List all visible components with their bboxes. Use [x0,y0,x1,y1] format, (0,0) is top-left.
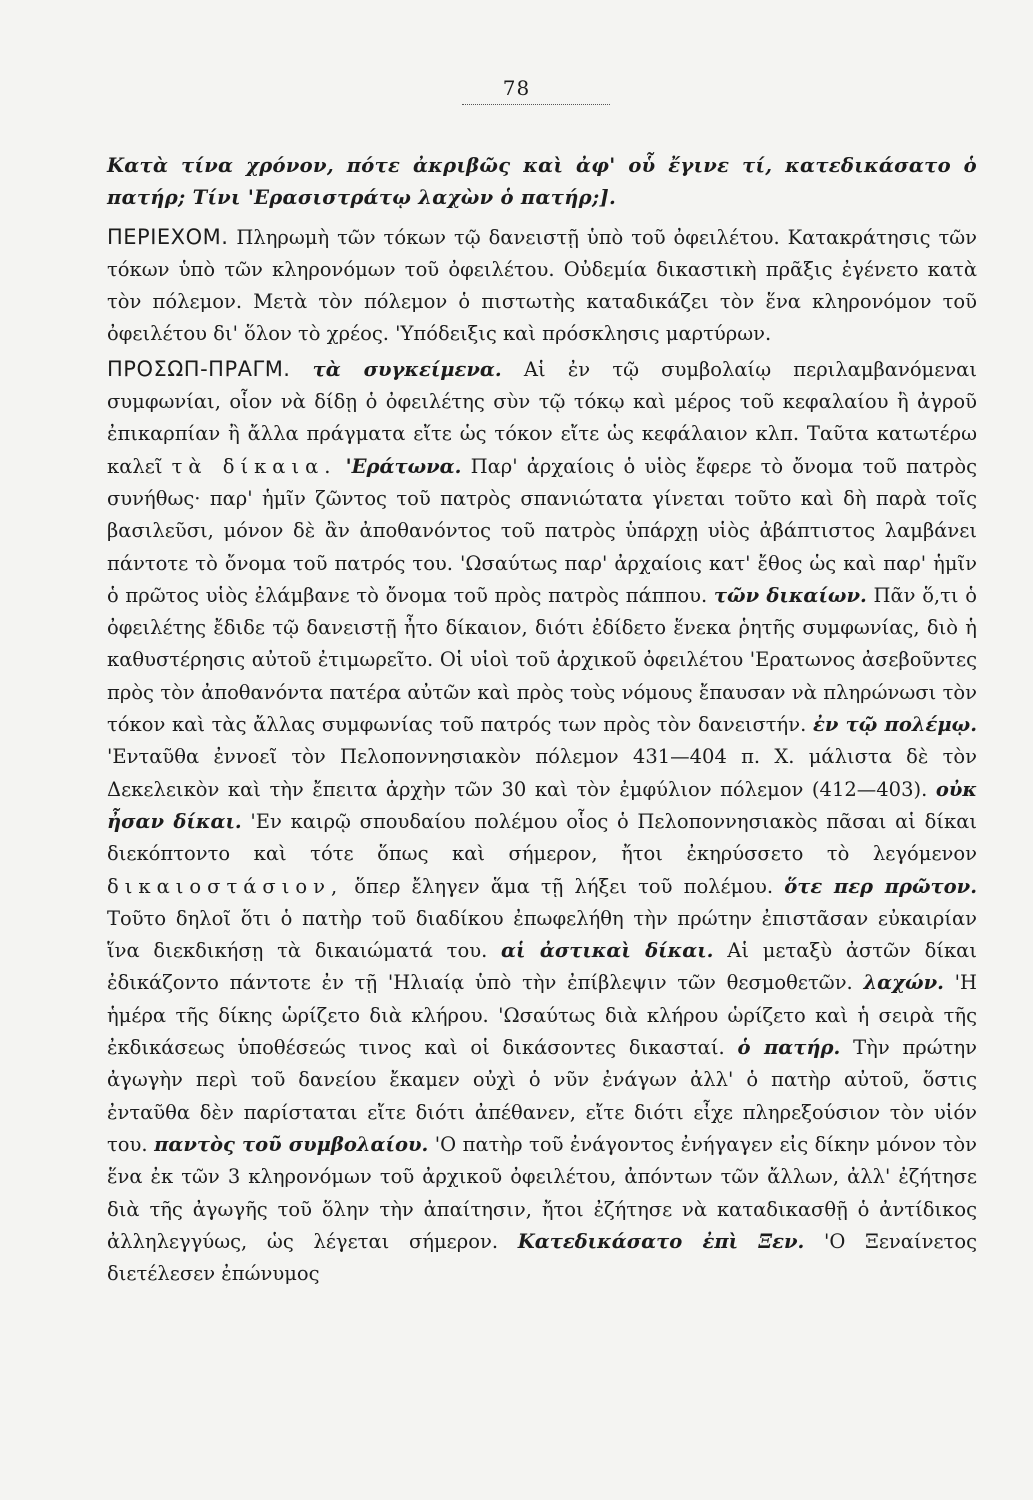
commentary-paragraph [107,353,977,1291]
spaced-ta-dikaia: τὰ δίκαια. [171,454,337,478]
lemma-ouk-esan-dikai: οὐκ ἦσαν δίκαι. [107,777,977,833]
lemma-astikai-dikai: αἱ ἀστικαὶ δίκαι. [501,939,714,963]
lemma-pantos-tou-symbolaiou: παντὸς τοῦ συμβολαίου. [154,1132,429,1156]
lemma-ton-dikaion: τῶν δικαίων. [713,583,867,607]
note-ton-dikaion: Πᾶν ὅ,τι ὁ ὀφειλέτης ἔδιδε τῷ δανειστῇ ἦτο δίκαιον, διότι ἐδίδετο ἕνεκα ῥητῆς συμφωνίας, διὸ ἡ καθυστέρησις αὐτοῦ ἐτιμωρεῖτο. Οἱ υἱοὶ τοῦ ἀρχικοῦ ὀφειλέτου 'Ερατωνος ἀσεβοῦντες πρὸς τὸν ἀποθανόντα πατέρα αὐτῶν καὶ πρὸς τοὺς νόμους ἔπαυσαν νὰ πληρώνωσι τὸν τόκον καὶ τὰς ἄλλας συμφωνίας τοῦ πατρός των πρὸς τὸν δανειστήν. [107,583,977,737]
question-block [107,150,977,215]
lemma-ote-per-proton: ὅτε περ πρῶτον. [784,874,977,898]
lemma-lachon: λαχών. [863,971,944,995]
note-astikai-dikai: Αἱ μεταξὺ ἀστῶν δίκαι ἐδικάζοντο πάντοτε ἐν τῇ 'Ηλιαίᾳ ὑπὸ τὴν ἐπίβλεψιν τῶν θεσμοθετῶν. [107,939,977,995]
question-line-1: Κατὰ τίνα χρόνον, πότε ἀκριβῶς καὶ ἀφ' οὗ ἔγινε τί, κατεδικάσατο ὁ πατήρ; [107,154,977,210]
lemma-katedikasato: Κατεδικάσατο ἐπὶ Ξεν. [517,1229,805,1253]
question-line-2: Τίνι 'Ερασιστράτῳ λαχὼν ὁ πατήρ;]. [192,186,617,210]
summary-text: Πληρωμὴ τῶν τόκων τῷ δανειστῇ ὑπὸ τοῦ ὀφειλέτου. Κατακράτησις τῶν τόκων ὑπὸ τῶν κληρονόμων τοῦ ὀφειλέτου. Οὐδεμία δικαστικὴ πρᾶξις ἐγένετο κατὰ τὸν πόλεμον. Μετὰ τὸν πόλεμον ὁ πιστωτὴς καταδικάζει τὸν ἕνα κληρονόμον τοῦ ὀφειλέτου δι' ὅλον τὸ χρέος. 'Υπόδειξις καὶ πρόσκλησις μαρτύρων. [107,225,977,346]
summary-label: ΠΕΡΙΕΧΟΜ. [107,224,229,249]
note-o-pater: Τὴν πρώτην ἀγωγὴν περὶ τοῦ δανείου ἔκαμεν οὐχὶ ὁ νῦν ἐνάγων ἀλλ' ὁ πατὴρ αὐτοῦ, ὅστις ἐνταῦθα δὲν παρίσταται εἴτε διότι ἀπέθανεν, εἴτε διότι εἶχε πληρεξούσιον τὸν υἱόν του. [107,1036,977,1156]
note-ouk-esan-dikai: 'Εν καιρῷ σπουδαίου πολέμου οἷος ὁ Πελοποννησιακὸς πᾶσαι αἱ δίκαι διεκόπτοντο καὶ τότε ὅπως καὶ σήμερον, ἤτοι ἐκηρύσσετο τὸ λεγόμενον [107,809,978,866]
lemma-ta-synkeimena: τὰ συγκείμενα. [312,357,502,381]
commentary-label: ΠΡΟΣΩΠ-ΠΡΑΓΜ. [107,356,291,381]
summary-paragraph [107,221,977,351]
note-ta-synkeimena: Αἱ ἐν τῷ συμβολαίῳ περιλαμβανόμεναι συμφωνίαι, οἷον νὰ δίδῃ ὁ ὀφειλέτης σὺν τῷ τόκῳ καὶ μέρος τοῦ κεφαλαίου ἢ ἀγροῦ ἐπικαρπίαν ἢ ἄλλα πράγματα εἴτε ὡς τόκον εἴτε ὡς κεφάλαιον κλπ. Ταῦτα κατωτέρω καλεῖ [107,357,977,478]
note-eratona: Παρ' ἀρχαίοις ὁ υἱὸς ἔφερε τὸ ὄνομα τοῦ πατρὸς συνήθως· παρ' ἡμῖν ζῶντος τοῦ πατρὸς σπανιώτατα γίνεται τοῦτο καὶ δὴ παρὰ τοῖς βασιλεῦσι, μόνον δὲ ἂν ἀποθανόντος τοῦ πατρὸς ὑπάρχῃ υἱὸς ἀβάπτιστος λαμβάνει πάντοτε τὸ ὄνομα τοῦ πατρός του. 'Ωσαύτως παρ' ἀρχαίοις κατ' ἔθος ὡς καὶ παρ' ἡμῖν ὁ πρῶτος υἱὸς ἐλάμβανε τὸ ὄνομα τοῦ πρὸς πατρὸς πάππου. [107,454,978,607]
lemma-o-pater: ὁ πατήρ. [737,1036,841,1060]
note-ouk-esan-dikai-end: ὅπερ ἔληγεν ἅμα τῇ λήξει τοῦ πολέμου. [354,874,774,898]
spaced-dikaiostasion: δικαιοστάσιον, [107,874,344,898]
page-number: 78 [502,76,531,100]
note-en-to-polemo: 'Ενταῦθα ἐννοεῖ τὸν Πελοποννησιακὸν πόλεμον 431—404 π. Χ. μάλιστα δὲ τὸν Δεκελεικὸν καὶ τὴν ἔπειτα ἀρχὴν τῶν 30 καὶ τὸν ἐμφύλιον πόλεμον (412—403). [107,745,977,801]
note-lachon: 'Η ἡμέρα τῆς δίκης ὡρίζετο διὰ κλήρου. 'Ωσαύτως διὰ κλήρου ὡρίζετο καὶ ἡ σειρὰ τῆς ἐκδικάσεως ὑποθέσεώς τινος καὶ οἱ δικάσοντες δικασταί. [107,971,977,1060]
lemma-eratona: 'Εράτωνα. [345,454,462,478]
header-rule [462,104,610,105]
note-ote-per-proton: Τοῦτο δηλοῖ ὅτι ὁ πατὴρ τοῦ διαδίκου ἐπωφελήθη τὴν πρώτην ἐπιστᾶσαν εὐκαιρίαν ἵνα διεκδικήσῃ τὰ δικαιώματά του. [107,906,977,963]
lemma-en-to-polemo: ἐν τῷ πολέμῳ. [812,713,977,737]
note-katedikasato: 'Ο Ξεναίνετος διετέλεσεν ἐπώνυμος [107,1229,978,1286]
page-body [107,150,977,1290]
note-pantos-tou-symbolaiou: 'Ο πατὴρ τοῦ ἐνάγοντος ἐνήγαγεν εἰς δίκην μόνον τὸν ἕνα ἐκ τῶν 3 κληρονόμων τοῦ ἀρχικοῦ ὀφειλέτου, ἀπόντων τῶν ἄλλων, ἀλλ' ἐζήτησε διὰ τῆς ἀγωγῆς τοῦ ὅλην τὴν ἀπαίτησιν, ἤτοι ἐζήτησε νὰ καταδικασθῇ ὁ ἀντίδικος ἀλληλεγγύως, ὡς λέγεται σήμερον. [107,1132,977,1253]
